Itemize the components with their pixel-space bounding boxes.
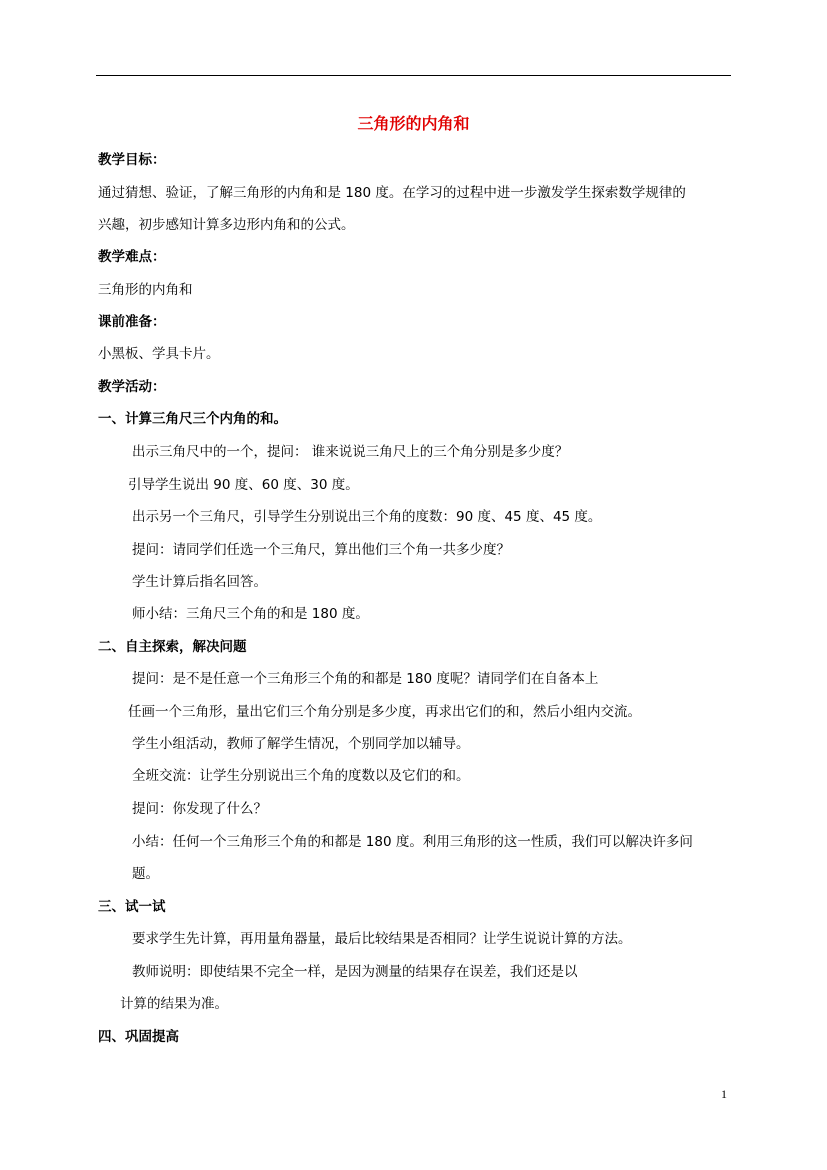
prep-heading: 课前准备： [98,314,166,330]
part2-heading: 二、自主探索，解决问题 [98,639,247,655]
part1-line: 引导学生说出 90 度、60 度、30 度。 [128,477,359,493]
part3-line: 要求学生先计算，再用量角器量，最后比较结果是否相同？让学生说说计算的方法。 [132,931,632,947]
part3-line: 教师说明：即使结果不完全一样，是因为测量的结果存在误差，我们还是以 [132,964,578,980]
goal-text-line-1: 通过猜想、验证，了解三角形的内角和是 180 度。在学习的过程中进一步激发学生探索数学规律的 [98,185,686,201]
part1-line: 师小结：三角尺三个角的和是 180 度。 [132,606,369,622]
part2-line: 题。 [132,866,159,882]
part2-line: 任画一个三角形，量出它们三个角分别是多少度，再求出它们的和，然后小组内交流。 [128,704,641,720]
page-number: 1 [721,1087,727,1101]
part2-line: 提问：你发现了什么？ [132,801,267,817]
difficulty-text: 三角形的内角和 [98,282,193,298]
prep-text: 小黑板、学具卡片。 [98,346,220,362]
part1-line: 提问：请同学们任选一个三角尺，算出他们三个角一共多少度？ [132,542,510,558]
part2-line: 小结：任何一个三角形三个角的和都是 180 度。利用三角形的这一性质，我们可以解决许多问 [132,834,693,850]
part3-line: 计算的结果为准。 [120,996,228,1012]
part1-line: 学生计算后指名回答。 [132,574,267,590]
part2-line: 全班交流：让学生分别说出三个角的度数以及它们的和。 [132,768,470,784]
part1-heading: 一、计算三角尺三个内角的和。 [98,411,287,427]
part2-line: 学生小组活动，教师了解学生情况，个别同学加以辅导。 [132,736,470,752]
goal-text-line-2: 兴趣，初步感知计算多边形内角和的公式。 [98,217,355,233]
part2-line: 提问：是不是任意一个三角形三个角的和都是 180 度呢？请同学们在自备本上 [132,671,599,687]
part1-line: 出示三角尺中的一个，提问： 谁来说说三角尺上的三个角分别是多少度？ [132,444,569,460]
part1-line: 出示另一个三角尺，引导学生分别说出三个角的度数：90 度、45 度、45 度。 [132,509,602,525]
header-rule [96,75,731,76]
goal-heading: 教学目标： [98,152,166,168]
part4-heading: 四、巩固提高 [98,1029,179,1045]
difficulty-heading: 教学难点： [98,249,166,265]
document-title: 三角形的内角和 [357,114,470,133]
part3-heading: 三、试一试 [98,899,166,915]
activity-heading: 教学活动： [98,379,166,395]
